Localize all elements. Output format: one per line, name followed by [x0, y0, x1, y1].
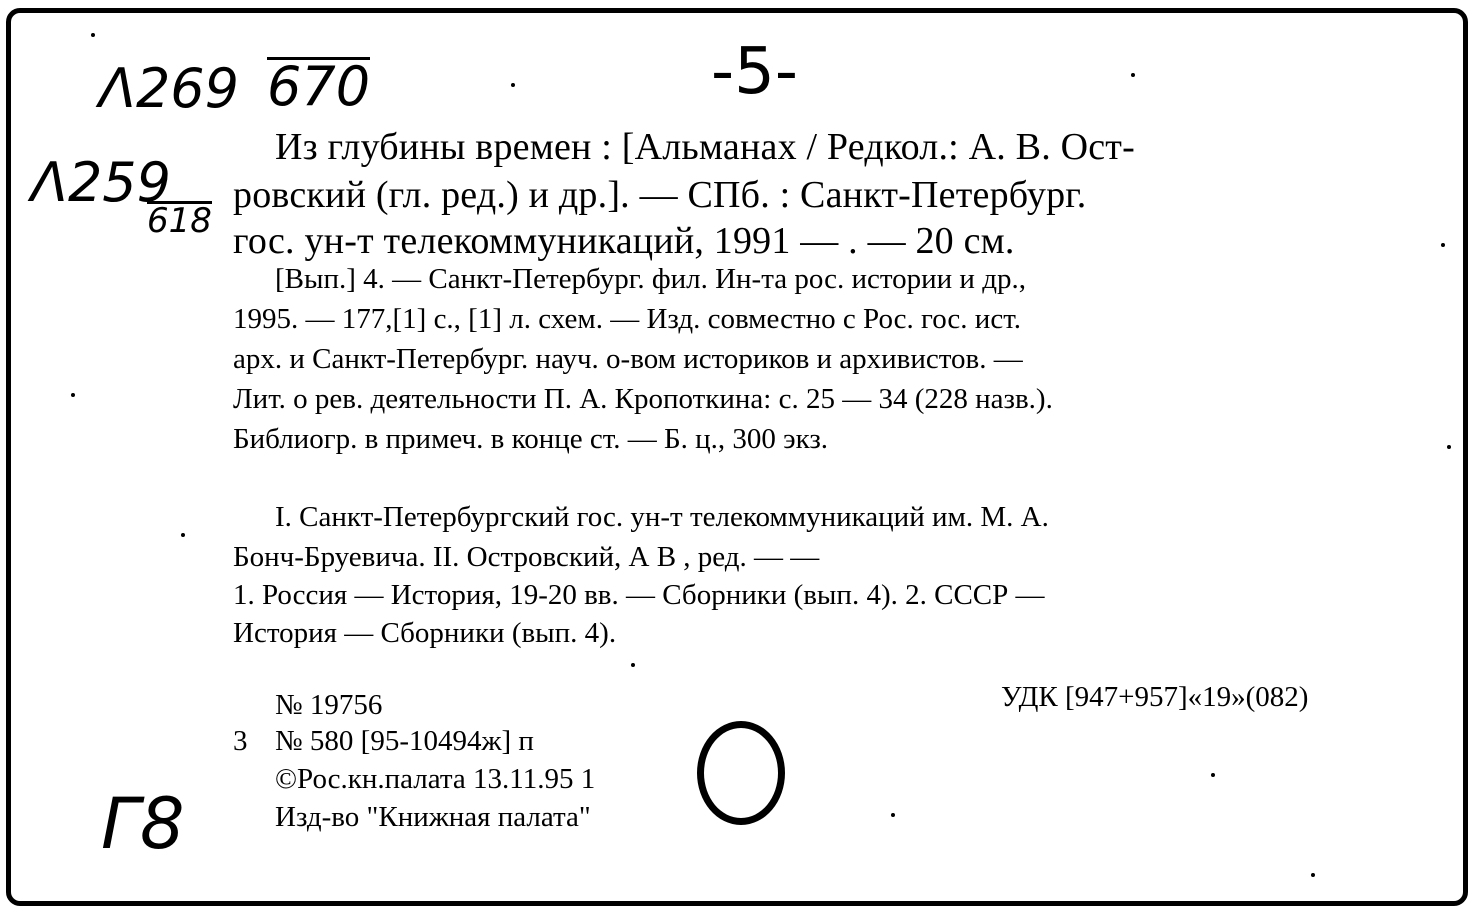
- tracing-line-4: История — Сборники (вып. 4).: [233, 617, 617, 649]
- shelf-mark-2-sub: 618: [147, 201, 212, 241]
- tracing-line-3: 1. Россия — История, 19-20 вв. — Сборники (вып. 4). 2. СССР —: [233, 579, 1045, 611]
- scan-speck: [1131, 73, 1135, 77]
- stamp-circle: [697, 721, 785, 825]
- scan-speck: [1441, 243, 1445, 247]
- scan-speck: [1211, 773, 1215, 777]
- scan-speck: [91, 33, 95, 37]
- title-line-2: ровский (гл. ред.) и др.]. — СПб. : Санкт-Петербург.: [233, 174, 1087, 216]
- scan-speck: [631, 663, 635, 667]
- issue-line-5: Библиогр. в примеч. в конце ст. — Б. ц., 300 экз.: [233, 423, 829, 455]
- tracing-line-2: Бонч-Бруевича. II. Островский, А В , ред. — —: [233, 541, 820, 573]
- shelf-mark-1-sub: 670: [267, 55, 371, 118]
- catalog-card: [6, 8, 1468, 906]
- footer-line-3: Изд-во "Книжная палата": [275, 801, 591, 833]
- issue-line-2: 1995. — 177,[1] с., [1] л. схем. — Изд. совместно с Рос. гос. ист.: [233, 303, 1021, 335]
- scan-speck: [181, 533, 185, 537]
- issue-line-1: [Вып.] 4. — Санкт-Петербург. фил. Ин-та рос. истории и др.,: [275, 263, 1026, 295]
- footer-prefix: 3: [233, 725, 248, 757]
- shelf-mark-1: Λ269: [99, 57, 240, 120]
- page-number: -5-: [711, 35, 798, 109]
- issue-line-4: Лит. о рев. деятельности П. А. Кропоткина: с. 25 — 34 (228 назв.).: [233, 383, 1053, 415]
- registration-number: № 19756: [275, 689, 383, 721]
- issue-line-3: арх. и Санкт-Петербург. науч. о-вом историков и архивистов. —: [233, 343, 1023, 375]
- title-line-3: гос. ун-т телекоммуникаций, 1991 — . — 20 см.: [233, 220, 1015, 262]
- scan-speck: [71, 393, 75, 397]
- udc-code: УДК [947+957]«19»(082): [1001, 681, 1309, 713]
- footer-line-1: № 580 [95-10494ж] п: [275, 725, 534, 757]
- tracing-line-1: I. Санкт-Петербургский гос. ун-т телекоммуникаций им. М. А.: [275, 501, 1049, 533]
- corner-mark: Г8: [101, 783, 185, 865]
- title-line-1: Из глубины времен : [Альманах / Редкол.: А. В. Ост-: [275, 126, 1135, 168]
- scan-speck: [1311, 873, 1315, 877]
- footer-line-2: ©Рос.кн.палата 13.11.95 1: [275, 763, 596, 795]
- scan-speck: [1447, 445, 1451, 449]
- shelf-mark-2: Λ259: [31, 151, 172, 214]
- scan-speck: [891, 813, 895, 817]
- scan-speck: [511, 83, 515, 87]
